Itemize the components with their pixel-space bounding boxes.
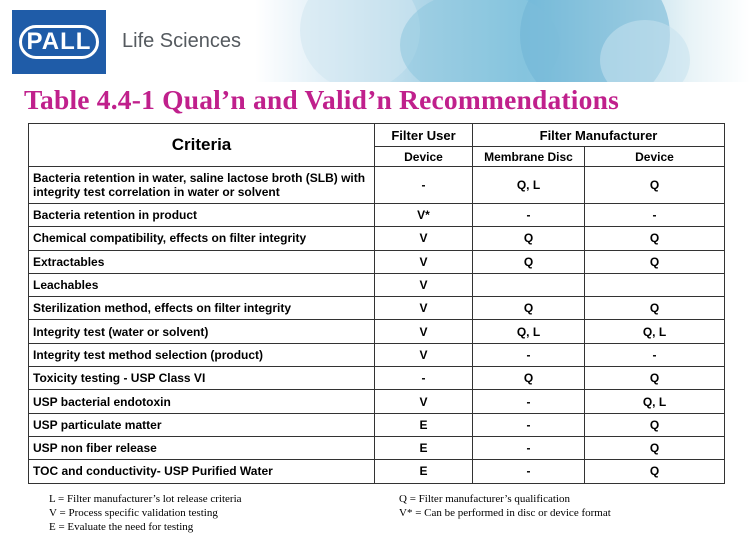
membrane-disc-cell <box>473 273 585 296</box>
legend-item: L = Filter manufacturer’s lot release criteria <box>49 493 242 505</box>
table-row <box>29 436 725 459</box>
membrane-disc-cell: - <box>473 436 585 459</box>
membrane-disc-cell: - <box>473 343 585 366</box>
membrane-disc-header: Membrane Disc <box>473 147 585 167</box>
table-row <box>29 367 725 390</box>
criteria-cell: USP bacterial endotoxin <box>29 390 375 413</box>
user-device-cell: V <box>375 320 473 343</box>
criteria-cell: USP non fiber release <box>29 436 375 459</box>
criteria-cell: Extractables <box>29 250 375 273</box>
user-device-cell: V <box>375 273 473 296</box>
table-row <box>29 320 725 343</box>
brand-name: Life Sciences <box>122 30 241 52</box>
criteria-header: Criteria <box>29 124 375 167</box>
user-device-cell: - <box>375 367 473 390</box>
criteria-cell: TOC and conductivity- USP Purified Water <box>29 460 375 483</box>
table-row <box>29 167 725 204</box>
mfr-device-header: Device <box>585 147 725 167</box>
mfr-device-cell: Q <box>585 167 725 204</box>
user-device-cell: V <box>375 227 473 250</box>
table-row <box>29 250 725 273</box>
membrane-disc-cell: - <box>473 390 585 413</box>
mfr-device-cell: - <box>585 343 725 366</box>
legend-left <box>49 492 242 534</box>
table-row <box>29 297 725 320</box>
mfr-device-cell <box>585 273 725 296</box>
table-row <box>29 343 725 366</box>
mfr-device-cell: Q <box>585 250 725 273</box>
mfr-device-cell: Q <box>585 413 725 436</box>
user-device-cell: V* <box>375 204 473 227</box>
criteria-cell: USP particulate matter <box>29 413 375 436</box>
mfr-device-cell: Q <box>585 367 725 390</box>
criteria-cell: Integrity test (water or solvent) <box>29 320 375 343</box>
membrane-disc-cell: Q, L <box>473 167 585 204</box>
user-device-cell: V <box>375 250 473 273</box>
legend-item: Q = Filter manufacturer’s qualification <box>399 493 570 505</box>
criteria-cell: Sterilization method, effects on filter integrity <box>29 297 375 320</box>
table-row <box>29 204 725 227</box>
criteria-cell: Bacteria retention in product <box>29 204 375 227</box>
user-device-cell: V <box>375 343 473 366</box>
table-row <box>29 460 725 483</box>
filter-user-header: Filter User <box>375 124 473 147</box>
membrane-disc-cell: - <box>473 413 585 436</box>
header-banner <box>0 0 750 82</box>
table-row <box>29 273 725 296</box>
logo-text: PALL <box>19 25 99 59</box>
user-device-cell: - <box>375 167 473 204</box>
user-device-cell: V <box>375 390 473 413</box>
page-title: Table 4.4-1 Qual’n and Valid’n Recommendations <box>24 84 619 115</box>
legend-right <box>399 492 611 520</box>
membrane-disc-cell: Q <box>473 297 585 320</box>
user-device-cell: V <box>375 297 473 320</box>
criteria-cell: Bacteria retention in water, saline lactose broth (SLB) with integrity test correlation in water or solvent <box>29 167 375 204</box>
table-row <box>29 390 725 413</box>
criteria-cell: Toxicity testing - USP Class VI <box>29 367 375 390</box>
mfr-device-cell: Q, L <box>585 390 725 413</box>
user-device-cell: E <box>375 436 473 459</box>
mfr-device-cell: Q <box>585 436 725 459</box>
criteria-cell: Integrity test method selection (product) <box>29 343 375 366</box>
user-device-cell: E <box>375 413 473 436</box>
mfr-device-cell: Q <box>585 297 725 320</box>
legend-item: E = Evaluate the need for testing <box>49 521 194 533</box>
membrane-disc-cell: Q <box>473 227 585 250</box>
membrane-disc-cell: Q, L <box>473 320 585 343</box>
criteria-cell: Chemical compatibility, effects on filter integrity <box>29 227 375 250</box>
user-device-cell: E <box>375 460 473 483</box>
table-row <box>29 413 725 436</box>
user-device-header: Device <box>375 147 473 167</box>
mfr-device-cell: Q <box>585 460 725 483</box>
legend-item: V = Process specific validation testing <box>49 507 218 519</box>
legend-item: V* = Can be performed in disc or device format <box>399 507 611 519</box>
membrane-disc-cell: - <box>473 204 585 227</box>
filter-manufacturer-header: Filter Manufacturer <box>473 124 725 147</box>
membrane-disc-cell: - <box>473 460 585 483</box>
pall-logo <box>12 10 106 74</box>
table-row <box>29 227 725 250</box>
mfr-device-cell: Q, L <box>585 320 725 343</box>
membrane-disc-cell: Q <box>473 250 585 273</box>
mfr-device-cell: Q <box>585 227 725 250</box>
criteria-cell: Leachables <box>29 273 375 296</box>
membrane-disc-cell: Q <box>473 367 585 390</box>
recommendations-table <box>28 123 725 484</box>
mfr-device-cell: - <box>585 204 725 227</box>
